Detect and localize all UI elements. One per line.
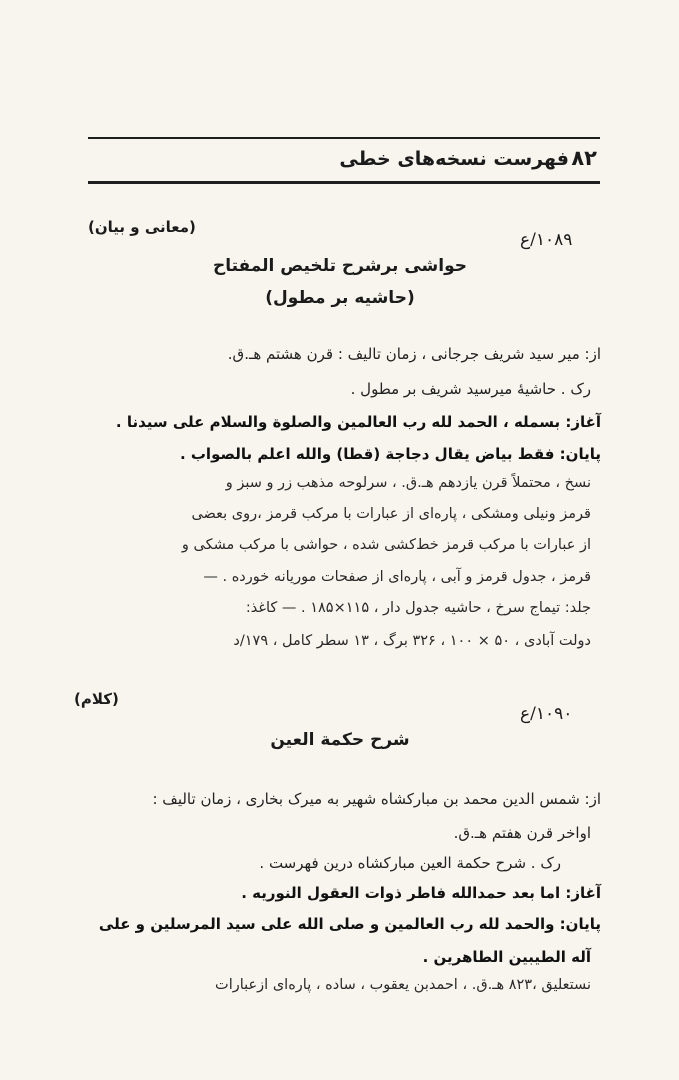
running-title: فهرست نسخه‌های خطی	[339, 148, 569, 170]
entry-line: از عبارات با مرکب قرمز خط‌کشی شده ، حواشی با مرکب مشکی و	[181, 537, 591, 553]
entry-number: ۱۰۹۰/ع	[520, 704, 573, 724]
entry-line: دولت آبادی ، ۵۰ × ۱۰۰ ، ۳۲۶ برگ ، ۱۳ سطر کامل ، ۱۷۹/د	[233, 633, 591, 649]
entry-line: قرمز ونیلی ومشکی ، پاره‌ای از عبارات با مرکب قرمز ،روی بعضی	[191, 506, 591, 522]
entry-line: آله الطیبین الطاهرین .	[422, 948, 591, 966]
entry-line: نستعلیق ،۸۲۳ هـ.ق. ، احمدبن یعقوب ، ساده ، پاره‌ای ازعبارات	[215, 977, 591, 993]
entry-line: پایان: فقط بیاض یقال دجاجة (قطا) والله اعلم بالصواب .	[179, 445, 601, 463]
header-top-rule	[88, 137, 600, 139]
entry-line: قرمز ، جدول قرمز و آبی ، پاره‌ای از صفحات موریانه خورده . —	[203, 569, 591, 585]
entry-category: (معانی و بیان)	[88, 218, 196, 236]
entry-line: آغاز: بسمله ، الحمد لله رب العالمین والصلوة والسلام علی سیدنا .	[115, 413, 601, 431]
entry-number: ۱۰۸۹/ع	[520, 230, 573, 250]
entry-line: از: میر سید شریف جرجانی ، زمان تالیف : قرن هشتم هـ.ق.	[227, 345, 601, 363]
entry-line: رک . شرح حکمة العین مبارکشاه درین فهرست .	[259, 854, 561, 872]
header-bottom-rule	[88, 181, 600, 184]
entry-title: شرح حکمة العین	[270, 730, 410, 750]
entry-line: پایان: والحمد لله رب العالمین و صلی الله علی سید المرسلین و علی	[98, 915, 601, 933]
entry-subtitle: (حاشیه بر مطول)	[265, 288, 415, 308]
page-number: ۸۲	[571, 146, 597, 170]
entry-line: رک . حاشیه‌ٔ میرسید شریف بر مطول .	[350, 380, 591, 398]
entry-line: جلد: تیماج سرخ ، حاشیه جدول دار ، ۱۱۵×۱۸۵ . — کاغذ:	[245, 600, 591, 616]
entry-line: اواخر قرن هفتم هـ.ق.	[453, 824, 591, 842]
entry-title: حواشی برشرح تلخیص المفتاح	[212, 256, 468, 276]
entry-line: نسخ ، محتملاً قرن یازدهم هـ.ق. ، سرلوحه مذهب زر و سبز و	[225, 475, 591, 491]
entry-line: از: شمس الدین محمد بن مبارکشاه شهیر به میرک بخاری ، زمان تالیف :	[152, 790, 601, 808]
entry-category: (کلام)	[74, 690, 119, 708]
entry-line: آغاز: اما بعد حمدالله فاطر ذوات العقول النوریه .	[241, 884, 601, 902]
